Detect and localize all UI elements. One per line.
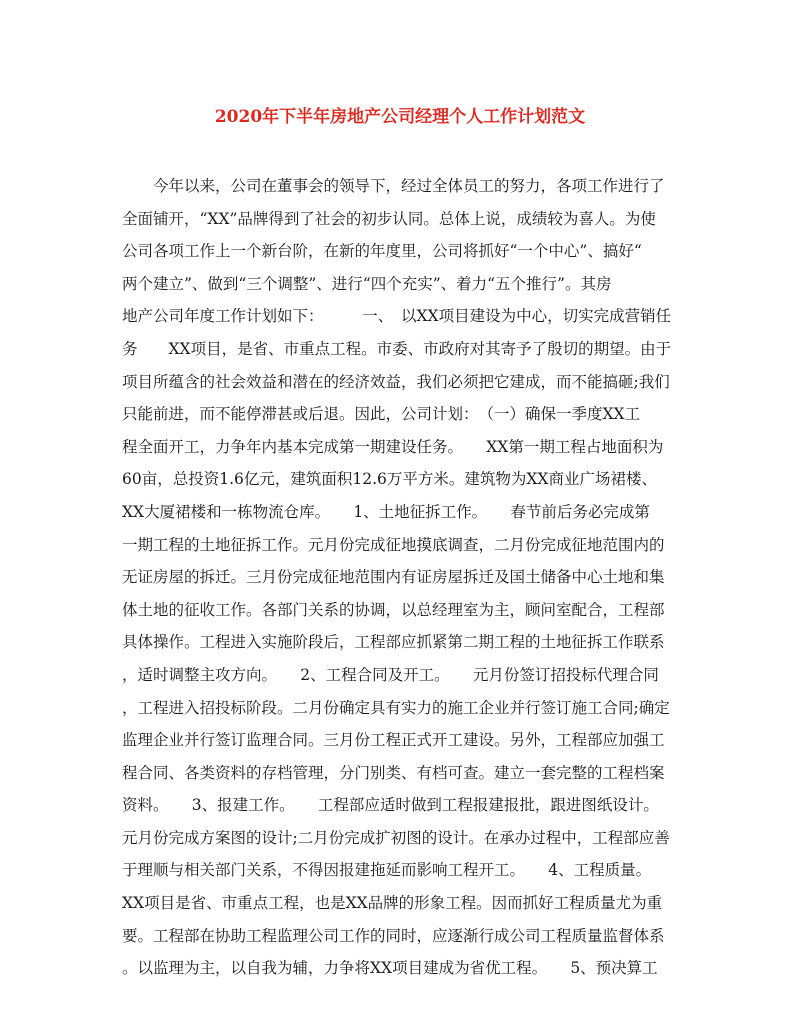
- body-line-19: 程合同、各类资料的存档管理，分门别类、有档可查。建立一套完整的工程档案: [122, 763, 665, 782]
- body-line-18: 监理企业并行签订监理合同。三月份工程正式开工建设。另外，工程部应加强工: [122, 731, 665, 750]
- body-line-3: 公司各项工作上一个新台阶，在新的年度里，公司将抓好“一个中心”、搞好“: [122, 242, 642, 261]
- body-line-5: 地产公司年度工作计划如下： 一、 以XX项目建设为中心，切实完成营销任: [122, 307, 672, 326]
- body-line-23: XX项目是省、市重点工程，也是XX品牌的形象工程。因而抓好工程质量尤为重: [122, 894, 663, 913]
- body-line-14: 体土地的征收工作。各部门关系的协调，以总经理室为主，顾问室配合，工程部: [122, 600, 665, 619]
- body-line-25: 。以监理为主，以自我为辅，力争将XX项目建成为省优工程。 5、预决算工: [122, 959, 658, 978]
- body-line-7: 项目所蕴含的社会效益和潜在的经济效益，我们必须把它建成，而不能搞砸;我们: [122, 372, 670, 391]
- body-line-21: 元月份完成方案图的设计;二月份完成扩初图的设计。在承办过程中，工程部应善: [122, 828, 670, 847]
- body-line-2: 全面铺开，“XX”品牌得到了社会的初步认同。总体上说，成绩较为喜人。为使: [122, 209, 656, 228]
- body-line-8: 只能前进，而不能停滞甚或后退。因此，公司计划： （一）确保一季度XX工: [122, 405, 641, 424]
- body-line-10: 60亩，总投资1.6亿元，建筑面积12.6万平方米。建筑物为XX商业广场裙楼、: [122, 470, 657, 489]
- body-line-15: 具体操作。工程进入实施阶段后，工程部应抓紧第二期工程的土地征拆工作联系: [122, 633, 665, 652]
- document-body: [122, 170, 682, 985]
- body-line-9: 程全面开工，力争年内基本完成第一期建设任务。 XX第一期工程占地面积为: [122, 437, 664, 456]
- body-line-1: 今年以来，公司在董事会的领导下，经过全体员工的努力，各项工作进行了: [122, 177, 665, 195]
- body-line-12: 一期工程的土地征拆工作。元月份完成征地摸底调查，二月份完成征地范围内的: [122, 535, 665, 554]
- body-line-20: 资料。 3、报建工作。 工程部应适时做到工程报建报批，跟进图纸设计。: [122, 796, 659, 815]
- body-line-22: 于理顺与相关部门关系，不得因报建拖延而影响工程开工。 4、工程质量。: [122, 861, 652, 880]
- document-title: 2020年下半年房地产公司经理个人工作计划范文: [214, 107, 586, 127]
- body-line-17: ，工程进入招投标阶段。二月份确定具有实力的施工企业并行签订施工合同;确定: [122, 698, 670, 717]
- body-line-13: 无证房屋的拆迁。三月份完成征地范围内有证房屋拆迁及国土储备中心土地和集: [122, 568, 665, 587]
- body-line-11: XX大厦裙楼和一栋物流仓库。 1、土地征拆工作。 春节前后务必完成第: [122, 502, 650, 521]
- body-line-16: ，适时调整主攻方向。 2、工程合同及开工。 元月份签订招投标代理合同: [122, 665, 659, 684]
- body-line-6: 务 XX项目，是省、市重点工程。市委、市政府对其寄予了殷切的期望。由于: [122, 339, 672, 358]
- body-line-4: 两个建立”、做到“三个调整”、进行“四个充实”、着力“五个推行”。其房: [122, 274, 612, 293]
- body-line-24: 要。工程部在协助工程监理公司工作的同时，应逐渐行成公司工程质量监督体系: [122, 926, 665, 945]
